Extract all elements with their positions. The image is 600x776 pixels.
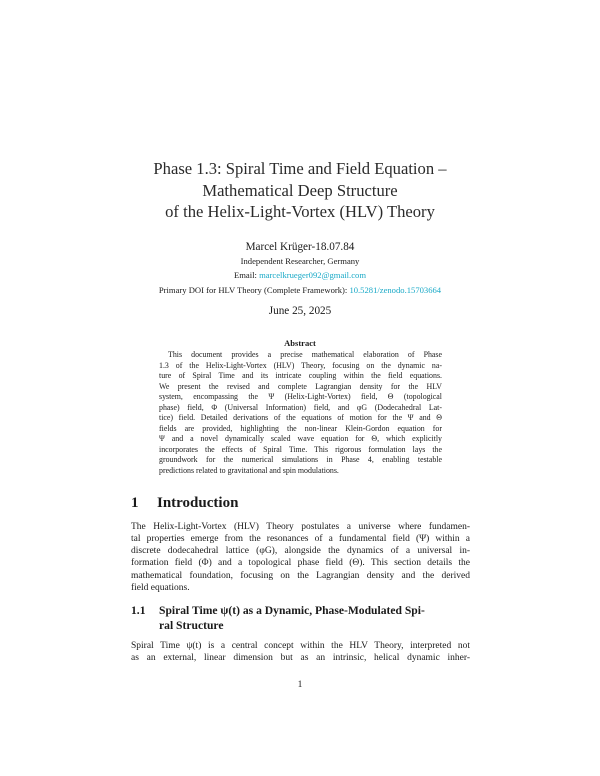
abstract-line: ture of Spiral Time and its intricate coupling within the field equations. bbox=[159, 371, 442, 381]
doi-line bbox=[80, 285, 520, 295]
abstract-heading: Abstract bbox=[284, 338, 316, 348]
abstract-line: phase) field, Φ (Universal Information) field, and φG (Dodecahedral Lat- bbox=[159, 402, 442, 412]
section-title: Introduction bbox=[157, 495, 239, 511]
abstract-line: Ψ and a novel dynamically scaled wave equation for Θ, which explicitly bbox=[159, 434, 442, 444]
paragraph-line: field equations. bbox=[131, 582, 190, 593]
author-email bbox=[80, 270, 520, 280]
author-name: Marcel Krüger-18.07.84 bbox=[245, 241, 355, 253]
abstract-line: incorporates the effects of Spiral Time. This rigorous formulation lays the bbox=[159, 444, 442, 454]
subsection-heading-spiral-time bbox=[131, 603, 471, 633]
introduction-paragraph bbox=[131, 521, 470, 594]
doi-link[interactable]: 10.5281/zenodo.15703664 bbox=[349, 285, 442, 295]
paragraph-line: discrete dodecahedral lattice (φG), alongside the dynamics of a universal in- bbox=[131, 546, 470, 557]
paragraph-line: mathematical foundation, focusing on the Lagrangian density and the derived bbox=[131, 570, 470, 581]
paper-date: June 25, 2025 bbox=[268, 305, 332, 317]
paragraph-line: Spiral Time ψ(t) is a central concept within the HLV Theory, interpreted not bbox=[131, 641, 470, 651]
paragraph-line: tal properties emerge from the resonances of a fundamental field (Ψ) within a bbox=[131, 534, 470, 545]
subsection-title-line: Spiral Time ψ(t) as a Dynamic, Phase-Modulated Spi- bbox=[159, 604, 425, 617]
page-number: 1 bbox=[297, 680, 303, 690]
paragraph-line: The Helix-Light-Vortex (HLV) Theory postulates a universe where fundamen- bbox=[131, 522, 470, 532]
paragraph-line: formation field (Φ) and a topological phase field (Θ). This section details the bbox=[131, 558, 470, 569]
abstract-line: predictions related to gravitational and spin modulations. bbox=[159, 466, 339, 476]
paragraph-line: as an external, linear dimension but as an intrinsic, helical dynamic inher- bbox=[131, 653, 470, 664]
abstract-line: This document provides a precise mathematical elaboration of Phase bbox=[168, 350, 442, 359]
title-line: of the Helix-Light-Vortex (HLV) Theory bbox=[165, 202, 435, 221]
title-line: Phase 1.3: Spiral Time and Field Equation – bbox=[153, 159, 447, 178]
email-link[interactable]: marcelkrueger092@gmail.com bbox=[259, 270, 367, 280]
title-line: Mathematical Deep Structure bbox=[202, 180, 398, 200]
doi-label: Primary DOI for HLV Theory (Complete Framework): bbox=[158, 285, 348, 295]
email-label: Email: bbox=[233, 270, 257, 280]
abstract-line: tice) field. Detailed derivations of the equations of motion for the Ψ and Θ bbox=[159, 413, 442, 423]
abstract-line: groundwork for the numerical simulations in Phase 4, enabling testable bbox=[159, 455, 442, 465]
abstract-line: fields are provided, highlighting the non-linear Klein-Gordon equation for bbox=[159, 423, 442, 433]
spiral-time-paragraph bbox=[131, 640, 470, 664]
abstract-line: system, encompassing the Ψ (Helix-Light-Vortex) field, Θ (topological bbox=[159, 392, 442, 402]
abstract-line: We present the revised and complete Lagrangian density for the HLV bbox=[159, 381, 442, 391]
paper-title bbox=[100, 158, 500, 223]
abstract-line: 1.3 of the Helix-Light-Vortex (HLV) Theory, focusing on the dynamic na- bbox=[159, 360, 442, 370]
section-heading-introduction bbox=[131, 495, 238, 512]
subsection-title-line: ral Structure bbox=[159, 619, 224, 632]
subsection-number: 1.1 bbox=[131, 604, 146, 617]
section-number: 1 bbox=[131, 495, 139, 511]
author-affiliation: Independent Researcher, Germany bbox=[240, 256, 360, 266]
abstract-text bbox=[159, 350, 442, 477]
